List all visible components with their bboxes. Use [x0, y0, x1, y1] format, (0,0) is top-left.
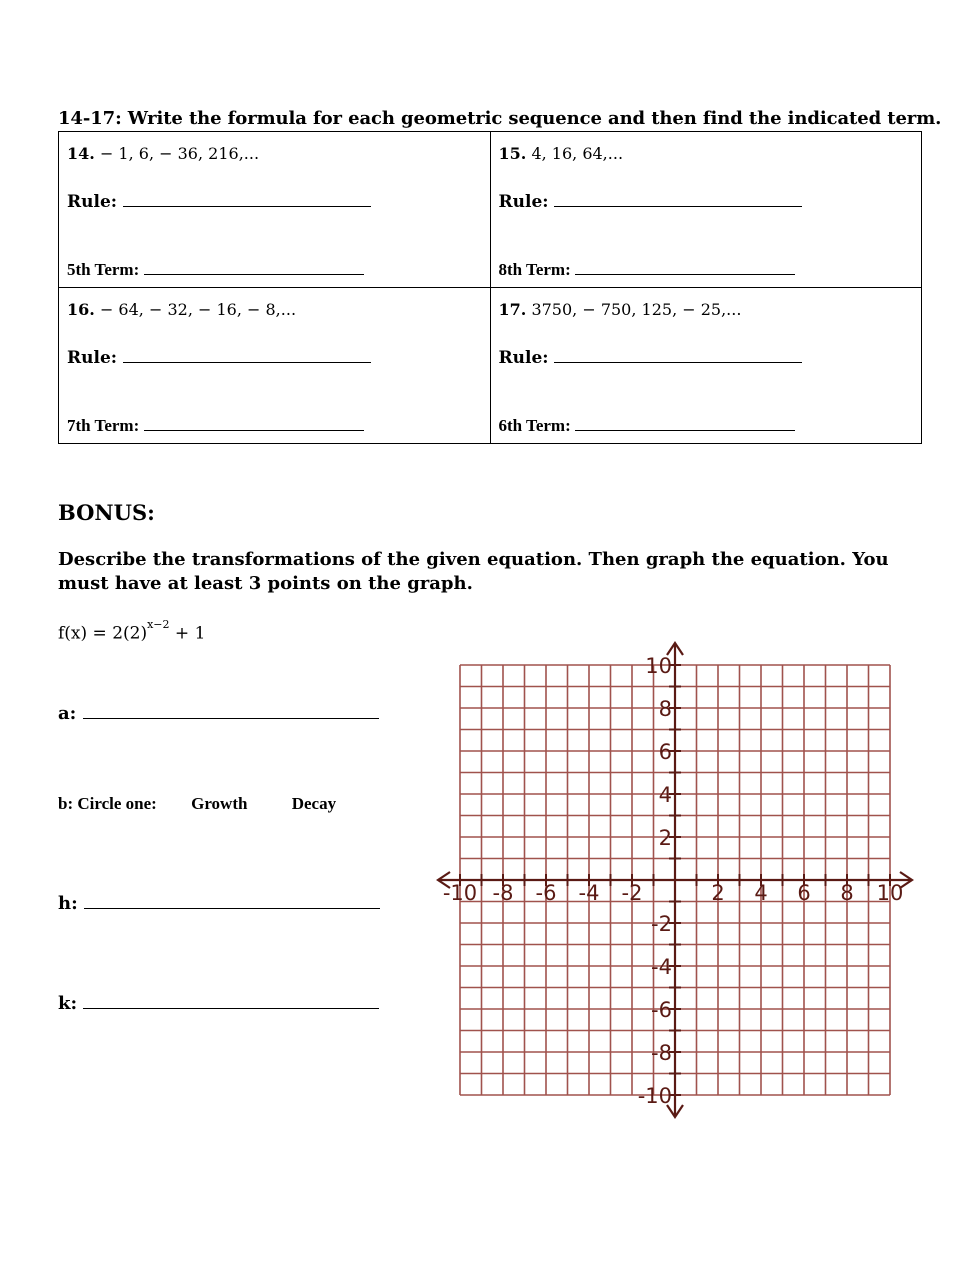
problem-statement	[67, 300, 296, 319]
problem-statement	[499, 300, 742, 319]
k-label: k:	[58, 993, 78, 1014]
term-field[interactable]	[67, 260, 364, 280]
x-tick-label: -2	[621, 881, 643, 905]
rule-field[interactable]	[499, 192, 803, 212]
term-field[interactable]	[499, 260, 796, 280]
answer-line[interactable]	[83, 704, 379, 719]
x-tick-label: -10	[442, 881, 478, 905]
answer-line[interactable]	[554, 192, 802, 207]
section-heading: 14-17: Write the formula for each geometric sequence and then find the indicated term.	[58, 108, 942, 129]
equation-tail: + 1	[169, 623, 206, 644]
x-tick-label: 2	[711, 881, 725, 905]
rule-field[interactable]	[67, 348, 371, 368]
problem-number: 16.	[67, 300, 95, 319]
term-label: 7th Term:	[67, 416, 140, 435]
h-label: h:	[58, 893, 78, 914]
answer-line[interactable]	[144, 260, 364, 275]
x-tick-label: 4	[754, 881, 768, 905]
y-tick-label: -8	[651, 1041, 672, 1065]
k-field[interactable]	[58, 993, 379, 1014]
problem-sequence: − 64, − 32, − 16, − 8,...	[99, 300, 297, 319]
problem-number: 17.	[498, 300, 527, 319]
y-tick-label: 2	[658, 826, 672, 850]
a-field[interactable]	[58, 703, 379, 724]
x-tick-label: 10	[876, 881, 904, 905]
problem-cell	[490, 132, 922, 288]
problem-statement	[67, 144, 259, 163]
answer-line[interactable]	[84, 894, 380, 909]
term-label: 5th Term:	[67, 260, 140, 279]
bonus-instructions: Describe the transformations of the given equation. Then graph the equation. You must have at least 3 points on the graph.	[58, 549, 889, 594]
problem-cell	[490, 288, 922, 444]
h-field[interactable]	[58, 893, 380, 914]
equation-exponent: x−2	[147, 618, 170, 631]
x-tick-label: 6	[797, 881, 811, 905]
problem-sequence: 3750, − 750, 125, − 25,...	[531, 300, 742, 319]
y-tick-label: 4	[658, 783, 672, 807]
answer-line[interactable]	[575, 416, 795, 431]
answer-line[interactable]	[144, 416, 364, 431]
x-tick-label: -6	[535, 881, 557, 905]
term-field[interactable]	[499, 416, 796, 436]
sequence-table	[58, 131, 922, 444]
answer-line[interactable]	[123, 348, 371, 363]
term-field[interactable]	[67, 416, 364, 436]
answer-line[interactable]	[575, 260, 795, 275]
problem-cell	[59, 132, 491, 288]
b-label: b: Circle one:	[58, 794, 157, 813]
problem-sequence: − 1, 6, − 36, 216,...	[99, 144, 260, 163]
y-tick-label: -4	[651, 955, 672, 979]
circle-one-row	[58, 794, 336, 814]
term-label: 8th Term:	[498, 260, 571, 279]
rule-field[interactable]	[499, 348, 803, 368]
problem-cell	[59, 288, 491, 444]
x-tick-label: -4	[578, 881, 600, 905]
rule-label: Rule:	[498, 348, 549, 368]
x-tick-label: -8	[492, 881, 514, 905]
a-label: a:	[58, 703, 77, 724]
y-tick-label: 6	[658, 740, 672, 764]
bonus-title: BONUS:	[58, 500, 155, 525]
y-tick-label: 10	[645, 654, 672, 678]
rule-field[interactable]	[67, 192, 371, 212]
y-tick-label: -10	[637, 1084, 672, 1108]
equation	[58, 618, 206, 644]
equation-base: f(x) = 2(2)	[58, 623, 148, 644]
problem-number: 15.	[498, 144, 527, 163]
y-tick-label: -2	[651, 912, 672, 936]
x-tick-label: 8	[840, 881, 854, 905]
problem-number: 14.	[67, 144, 95, 163]
answer-line[interactable]	[123, 192, 371, 207]
rule-label: Rule:	[498, 192, 549, 212]
term-label: 6th Term:	[498, 416, 571, 435]
y-tick-label: -6	[651, 998, 672, 1022]
answer-line[interactable]	[83, 994, 379, 1009]
problem-sequence: 4, 16, 64,...	[531, 144, 624, 163]
problem-statement	[499, 144, 624, 163]
y-tick-label: 8	[658, 697, 672, 721]
rule-label: Rule:	[67, 192, 118, 212]
growth-option[interactable]: Growth	[191, 794, 248, 813]
coordinate-graph[interactable]	[430, 636, 920, 1126]
answer-line[interactable]	[554, 348, 802, 363]
rule-label: Rule:	[67, 348, 118, 368]
decay-option[interactable]: Decay	[291, 794, 337, 813]
